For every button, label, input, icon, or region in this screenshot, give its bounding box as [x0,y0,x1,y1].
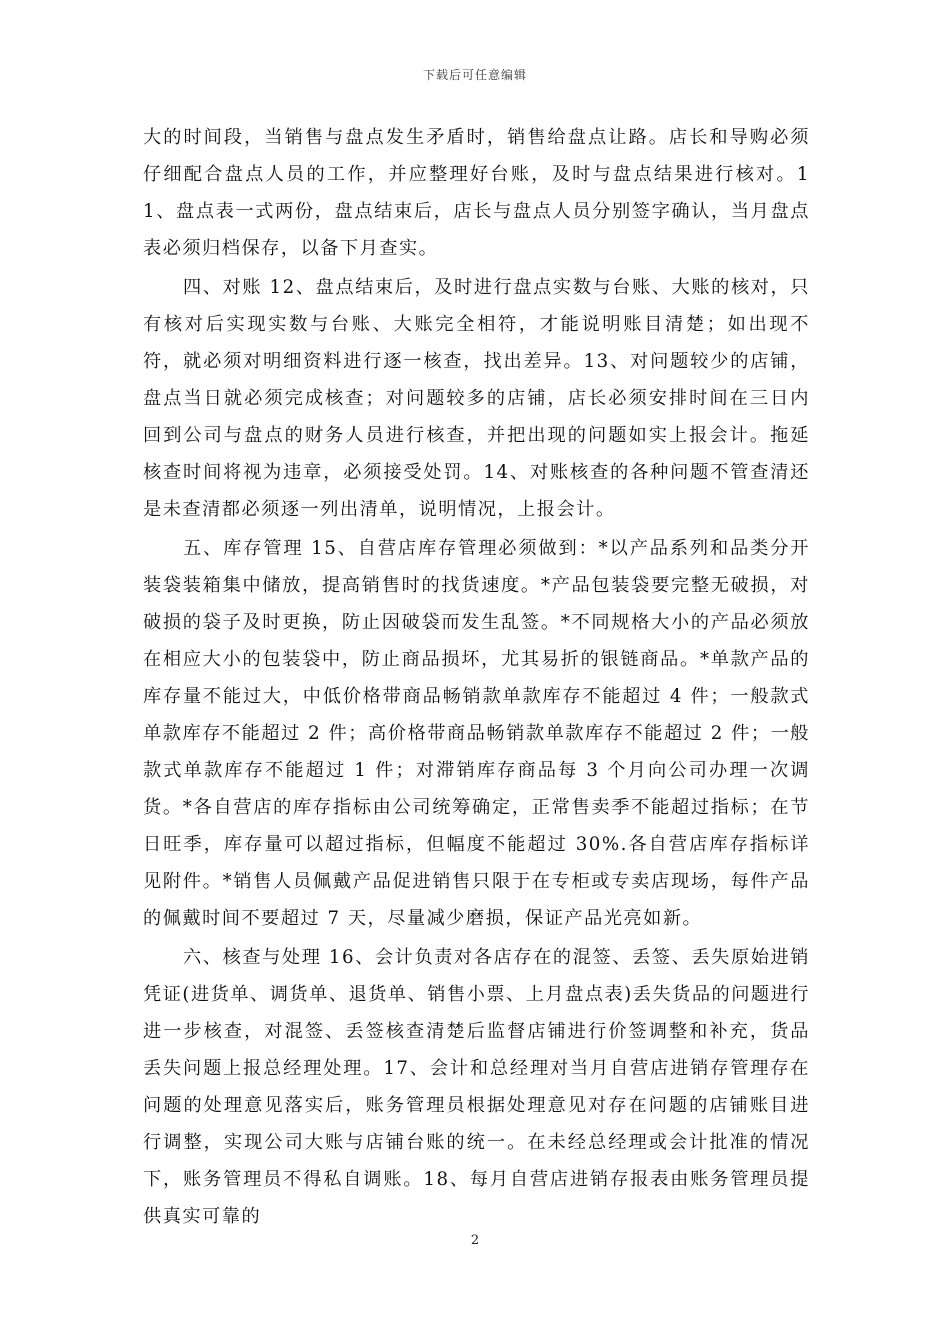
paragraph-reconciliation: 四、对账 12、盘点结束后，及时进行盘点实数与台账、大账的核对，只有核对后实现实数与台账、大账完全相符，才能说明账目清楚；如出现不符，就必须对明细资料进行逐一核查，找出差异。13、对问题较少的店铺，盘点当日就必须完成核查；对问题较多的店铺，店长必须安排时间在三日内回到公司与盘点的财务人员进行核查，并把出现的问题如实上报会计。拖延核查时间将视为违章，必须接受处罚。14、对账核查的各种问题不管查清还是未查清都必须逐一列出清单，说明情况，上报会计。 [143,277,810,520]
paragraph-inventory-management: 五、库存管理 15、自营店库存管理必须做到：*以产品系列和品类分开装袋装箱集中储放，提高销售时的找货速度。*产品包装袋要完整无破损，对破损的袋子及时更换，防止因破袋而发生乱签。*不同规格大小的产品必须放在相应大小的包装袋中，防止商品损坏，尤其易折的银链商品。*单款产品的库存量不能过大，中低价格带商品畅销款单款库存不能超过 4 件；一般款式单款库存不能超过 2 件；高价格带商品畅销款单款库存不能超过 2 件；一般款式单款库存不能超过 1 件；对滞销库存商品每 3 个月向公司办理一次调货。*各自营店的库存指标由公司统筹确定，正常售卖季不能超过指标；在节日旺季，库存量可以超过指标，但幅度不能超过 30%.各自营店库存指标详见附件。*销售人员佩戴产品促进销售只限于在专柜或专卖店现场，每件产品的佩戴时间不要超过 7 天，尽量减少磨损，保证产品光亮如新。 [143,538,810,929]
document-body [143,119,810,1235]
paragraph-verification-handling: 六、核查与处理 16、会计负责对各店存在的混签、丢签、丢失原始进销凭证(进货单、调货单、退货单、销售小票、上月盘点表)丢失货品的问题进行进一步核查，对混签、丢签核查清楚后监督店铺进行价签调整和补充，货品丢失问题上报总经理处理。17、会计和总经理对当月自营店进销存管理存在问题的处理意见落实后，账务管理员根据处理意见对存在问题的店铺账目进行调整，实现公司大账与店铺台账的统一。在未经总经理或会计批准的情况下，账务管理员不得私自调账。18、每月自营店进销存报表由账务管理员提供真实可靠的 [143,947,810,1227]
page-number: 2 [470,1233,480,1248]
page-header: 下载后可任意编辑 [422,68,527,82]
paragraph-continuation: 大的时间段，当销售与盘点发生矛盾时，销售给盘点让路。店长和导购必须仔细配合盘点人员的工作，并应整理好台账，及时与盘点结果进行核对。11、盘点表一式两份，盘点结束后，店长与盘点人员分别签字确认，当月盘点表必须归档保存，以备下月查实。 [143,127,810,259]
